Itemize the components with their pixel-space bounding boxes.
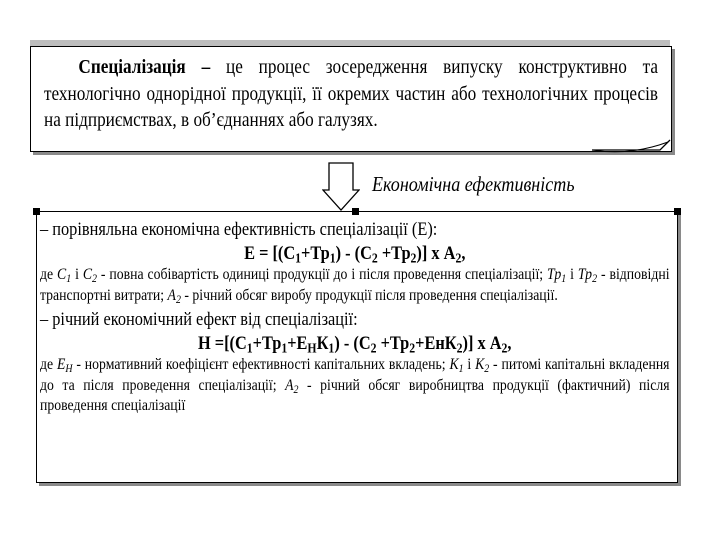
annual-formula: $Н =[(С_1+Тр_1+Е_НК_1) - (С_2 +Тр_2+ЕнК_2)]$ х $А_2$,: [197, 333, 512, 356]
definition-text: [44, 54, 658, 134]
definition-body: це процес зосередження випуску конструктивно та технологічно однорідної продукції, її окремих частин або технологічних процесів на підприємствах, в об’єднаннях або галузях.: [44, 56, 659, 131]
definition-dash: –: [185, 56, 226, 78]
page-curl-icon: [590, 136, 674, 156]
corner-marker-center: [352, 208, 359, 215]
annual-heading: – річний економічний ефект від спеціалізації:: [40, 309, 358, 330]
economic-efficiency-caption: Економічна ефективність: [372, 172, 575, 196]
down-arrow-icon: [322, 162, 360, 212]
annual-legend: де $Е_Н$ - нормативний коефіцієнт ефективності капітальних вкладень; $К_1$ і $К_2$ - питомі капітальні вкладення до та після проведення спеціалізації; $А_2$ - річний обсяг виробництва продукції (фактичний) після проведення спеціалізації: [40, 356, 670, 414]
comparative-legend: де $С_1$ і $С_2$ - повна собівартість одиниці продукції до і після проведення спеціалізації; $Тр_1$ і $Тр_2$ - відповідні транспортні витрати; $А_2$ - річний обсяг виробу продукції після проведення спеціалізації.: [40, 266, 670, 306]
comparative-formula: $Е = [(С_1+Тр_1) - (С_2 +Тр_2)]$ х $А_2$,: [244, 243, 466, 266]
definition-term: Спеціалізація: [78, 56, 186, 78]
comparative-heading: – порівняльна економічна ефективність спеціалізації (Е):: [40, 219, 438, 240]
efficiency-content: [40, 218, 670, 417]
corner-marker-right: [674, 208, 681, 215]
corner-marker-left: [33, 208, 40, 215]
